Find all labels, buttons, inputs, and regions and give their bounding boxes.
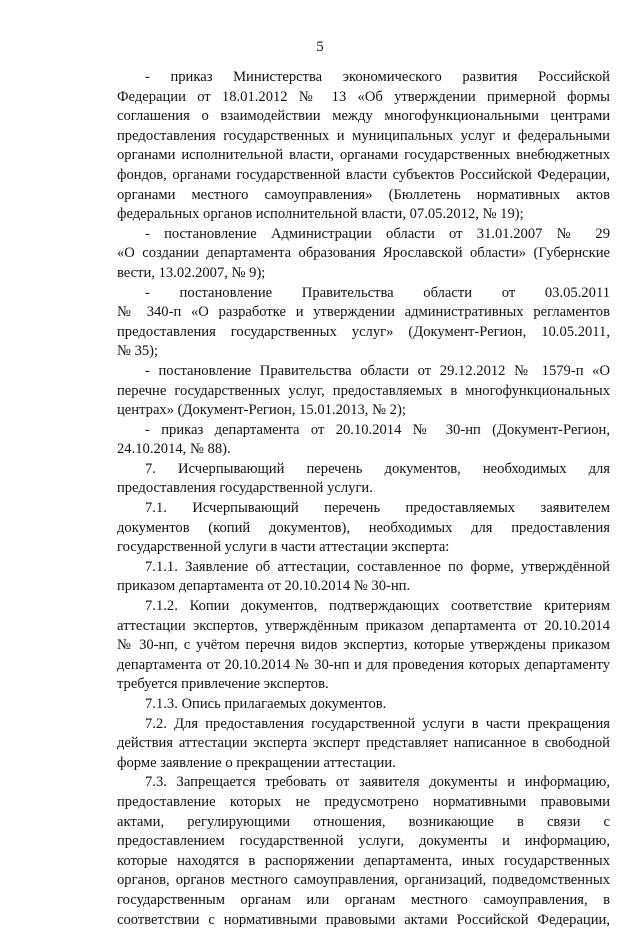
paragraph	[117, 499, 610, 558]
text-line: государственным органам или органам местного самоуправления, в	[117, 891, 610, 908]
document-body	[117, 68, 610, 930]
text-line: центрах» (Документ-Регион, 15.01.2013, № 2);	[117, 402, 406, 419]
text-line: 7.1.3. Опись прилагаемых документов.	[145, 696, 387, 712]
text-line: федеральных органов исполнительной власти, 07.05.2012, № 19);	[117, 206, 524, 223]
text-line: перечне государственных услуг, предоставляемых в многофункциональных	[117, 382, 610, 399]
text-line: 7.1. Исчерпывающий перечень предоставляемых заявителем	[145, 500, 610, 517]
page-number: 5	[316, 39, 324, 55]
text-line: 7. Исчерпывающий перечень документов, необходимых для	[145, 460, 610, 477]
text-line: форме заявление о прекращении аттестации.	[117, 754, 396, 771]
text-line: вести, 13.02.2007, № 9);	[117, 264, 266, 281]
text-line: которые находятся в распоряжении департамента, иных государственных	[117, 852, 610, 869]
paragraph	[117, 421, 610, 460]
paragraph	[117, 558, 610, 597]
text-line: «О создании департамента образования Ярославской области» (Губернские	[117, 245, 610, 262]
paragraph	[117, 695, 610, 715]
text-line: 7.1.1. Заявление об аттестации, составленное по форме, утверждённой	[145, 558, 610, 575]
text-line: органами исполнительной власти, органами государственных внебюджетных	[117, 147, 610, 164]
text-line: соглашения о взаимодействии между многофункциональными центрами	[117, 108, 610, 125]
paragraph	[117, 225, 610, 284]
paragraph	[117, 460, 610, 499]
text-line: № 35);	[117, 343, 159, 360]
text-line: департамента от 20.10.2014 № 30-нп и для проведения которых департаменту	[117, 656, 610, 673]
text-line: фондов, органами государственной власти субъектов Российской Федерации,	[117, 166, 610, 183]
paragraph	[117, 68, 610, 225]
paragraph	[117, 284, 610, 362]
text-line: актами, регулирующими отношения, возникающие в связи с	[117, 813, 610, 830]
text-line: - приказ департамента от 20.10.2014 № 30-нп (Документ-Регион,	[145, 421, 610, 438]
text-line: - постановление Администрации области от 31.01.2007 № 29	[145, 225, 610, 242]
text-line: 7.1.2. Копии документов, подтверждающих соответствие критериям	[145, 598, 610, 615]
text-line: 24.10.2014, № 88).	[117, 441, 231, 458]
text-line: предоставления государственных и муниципальных услуг и федеральными	[117, 127, 610, 144]
text-line: предоставления государственной услуги.	[117, 480, 373, 497]
text-line: 7.2. Для предоставления государственной услуги в части прекращения	[145, 715, 610, 732]
text-line: аттестации экспертов, утверждённым приказом департамента от 20.10.2014	[117, 617, 610, 634]
text-line: предоставлением государственной услуги, документы и информацию,	[117, 833, 610, 850]
text-line: - постановление Правительства области от 03.05.2011	[145, 284, 610, 301]
paragraph	[117, 362, 610, 421]
text-line: государственной услуги в части аттестации эксперта:	[117, 539, 450, 556]
text-line: - постановление Правительства области от 29.12.2012 № 1579-п «О	[145, 362, 610, 379]
text-line: - приказ Министерства экономического развития Российской	[145, 69, 610, 85]
text-line: документов (копий документов), необходимых для предоставления	[117, 519, 610, 536]
text-line: Федерации от 18.01.2012 № 13 «Об утверждении примерной формы	[117, 88, 610, 105]
text-line: органами местного самоуправления» (Бюллетень нормативных актов	[117, 186, 610, 203]
text-line: 7.3. Запрещается требовать от заявителя документы и информацию,	[145, 774, 610, 791]
paragraph	[117, 773, 610, 930]
paragraph	[117, 597, 610, 695]
text-line: № 340-п «О разработке и утверждении административных регламентов	[117, 304, 610, 321]
text-line: соответствии с нормативными правовыми актами Российской Федерации,	[117, 911, 610, 928]
text-line: предоставление которых не предусмотрено нормативными правовыми	[117, 793, 610, 810]
text-line: органов, органов местного самоуправления, организаций, подведомственных	[117, 872, 610, 889]
text-line: предоставления государственных услуг» (Документ-Регион, 10.05.2011,	[117, 323, 610, 340]
paragraph	[117, 715, 610, 774]
text-line: действия аттестации эксперта эксперт представляет написанное в свободной	[117, 735, 610, 752]
text-line: № 30-нп, с учётом перечня видов экспертиз, которые утверждены приказом	[117, 637, 610, 654]
text-line: требуется привлечение экспертов.	[117, 676, 329, 693]
text-line: приказом департамента от 20.10.2014 № 30-нп.	[117, 578, 411, 595]
